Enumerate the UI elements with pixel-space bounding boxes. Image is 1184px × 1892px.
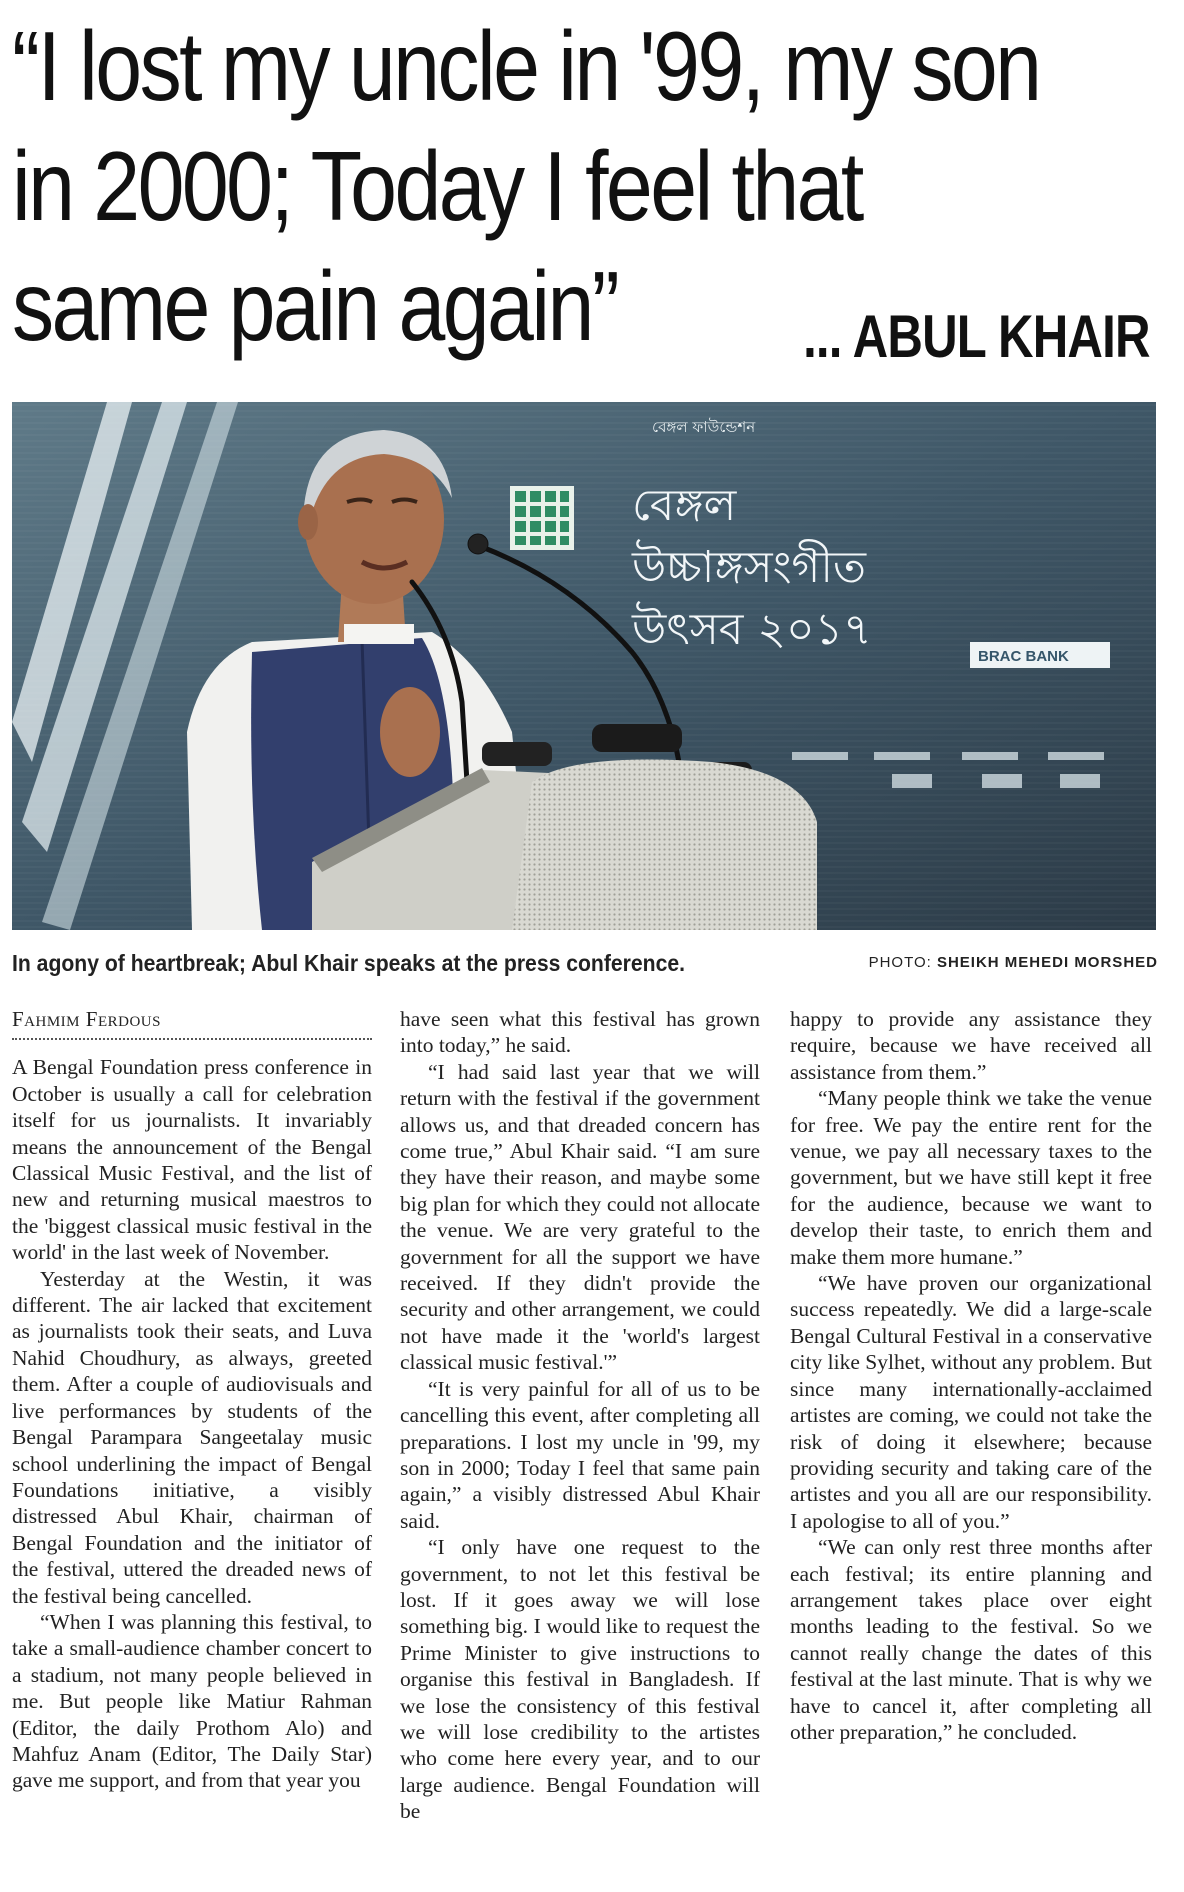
screen-top-text: বেঙ্গল ফাউন্ডেশন [652, 418, 756, 436]
byline: Fahmim Ferdous [12, 1007, 161, 1031]
paragraph: happy to provide any assistance they require, because we have received all assistance from them.” [790, 1007, 1152, 1084]
screen-title-line-3: উৎসব ২০১৭ [632, 604, 872, 655]
screen-title-line-1: বেঙ্গল [632, 480, 737, 531]
paragraph: “We can only rest three months after each festival; its entire planning and arrangement takes place over eight months leading to the festival. So we cannot really change the dates of this festival at the last minute. That is why we have to cancel it, after completing all other preparation,” he concluded. [790, 1535, 1152, 1744]
headline-attribution: ... ABUL KHAIR [803, 303, 1150, 370]
headline-line-2: in 2000; Today I feel that [12, 131, 862, 241]
paragraph: “I only have one request to the government, to not let this festival be lost. If it goes away we will lose something big. I would like to request the Prime Minister to give instructions to organise this festival in Bangladesh. If we lose the consistency of this festival we will lose credibility to the artistes who come here every year, and to our large audience. Bengal Foundation will be [400, 1535, 760, 1824]
byline-divider [12, 1038, 372, 1040]
headline-line-3: same pain again” [12, 251, 618, 361]
paragraph: A Bengal Foundation press conference in October is usually a call for celebration itself for us journalists. It invariably means the announcement of the Bengal Classical Music Festival, and the list of new and returning musical maestros to the 'biggest classical music festival in the world' in the last week of November. [12, 1055, 372, 1265]
photo-caption: In agony of heartbreak; Abul Khair speaks at the press conference. [12, 950, 686, 976]
article-column-1 [12, 1006, 372, 1794]
paragraph: “I had said last year that we will return with the festival if the government allows us, and that dreaded concern has come true,” Abul Khair said. “I am sure they have their reason, and maybe some big plan for which they could not allocate the venue. We are very grateful to the government for all the support we have received. If they didn't provide the security and other arrangement, we could not have made it the 'world's largest classical music festival.'” [400, 1059, 760, 1375]
article-column-3 [790, 1006, 1152, 1745]
press-conference-photo [12, 402, 1156, 930]
photo-credit-name: SHEIKH MEHEDI MORSHED [936, 954, 1158, 971]
paragraph: “When I was planning this festival, to take a small-audience chamber concert to a stadium, not many people believed in me. But people like Matiur Rahman (Editor, the daily Prothom Alo) and Mahfuz Anam (Editor, The Daily Star) gave me support, and from that year you [12, 1609, 372, 1793]
photo-credit-label: PHOTO: [868, 954, 937, 971]
headline-line-1: “I lost my uncle in '99, my son [12, 11, 1040, 121]
photo-credit [869, 954, 1158, 971]
paragraph: have seen what this festival has grown into today,” he said. [400, 1007, 760, 1058]
sponsor-logo-text: BRAC BANK [978, 648, 1069, 665]
screen-title-line-2: উচ্চাঙ্গসংগীত [632, 542, 866, 593]
paragraph: “Many people think we take the venue for free. We pay the entire rent for the venue, we pay all necessary taxes to the government, but we have still kept it free for the audience, because we want to develop their taste, to enrich them and make them more humane.” [790, 1086, 1152, 1269]
paragraph: “We have proven our organizational success repeatedly. We did a large-scale Bengal Cultural Festival in a conservative city like Sylhet, without any problem. But since many internationally-acclaimed artistes are coming, we could not take the risk of doing it elsewhere; because providing security and taking care of the artistes and you all are our responsibility. I apologise to all of you.” [790, 1271, 1152, 1533]
article-column-2 [400, 1006, 760, 1825]
paragraph: Yesterday at the Westin, it was different. The air lacked that excitement as journalists took their seats, and Luva Nahid Choudhury, as always, greeted them. After a couple of audiovisuals and live performances by students of the Bengal Parampara Sangeetalay music school underlining the impact of Bengal Foundations initiative, a visibly distressed Abul Khair, chairman of Bengal Foundation and the initiator of the festival, uttered the dreaded news of the festival being cancelled. [12, 1266, 372, 1608]
paragraph: “It is very painful for all of us to be cancelling this event, after completing all preparations. I lost my uncle in '99, my son in 2000; Today I feel that same pain again,” a visibly distressed Abul Khair said. [400, 1376, 760, 1533]
bengal-logo-icon [510, 486, 574, 550]
